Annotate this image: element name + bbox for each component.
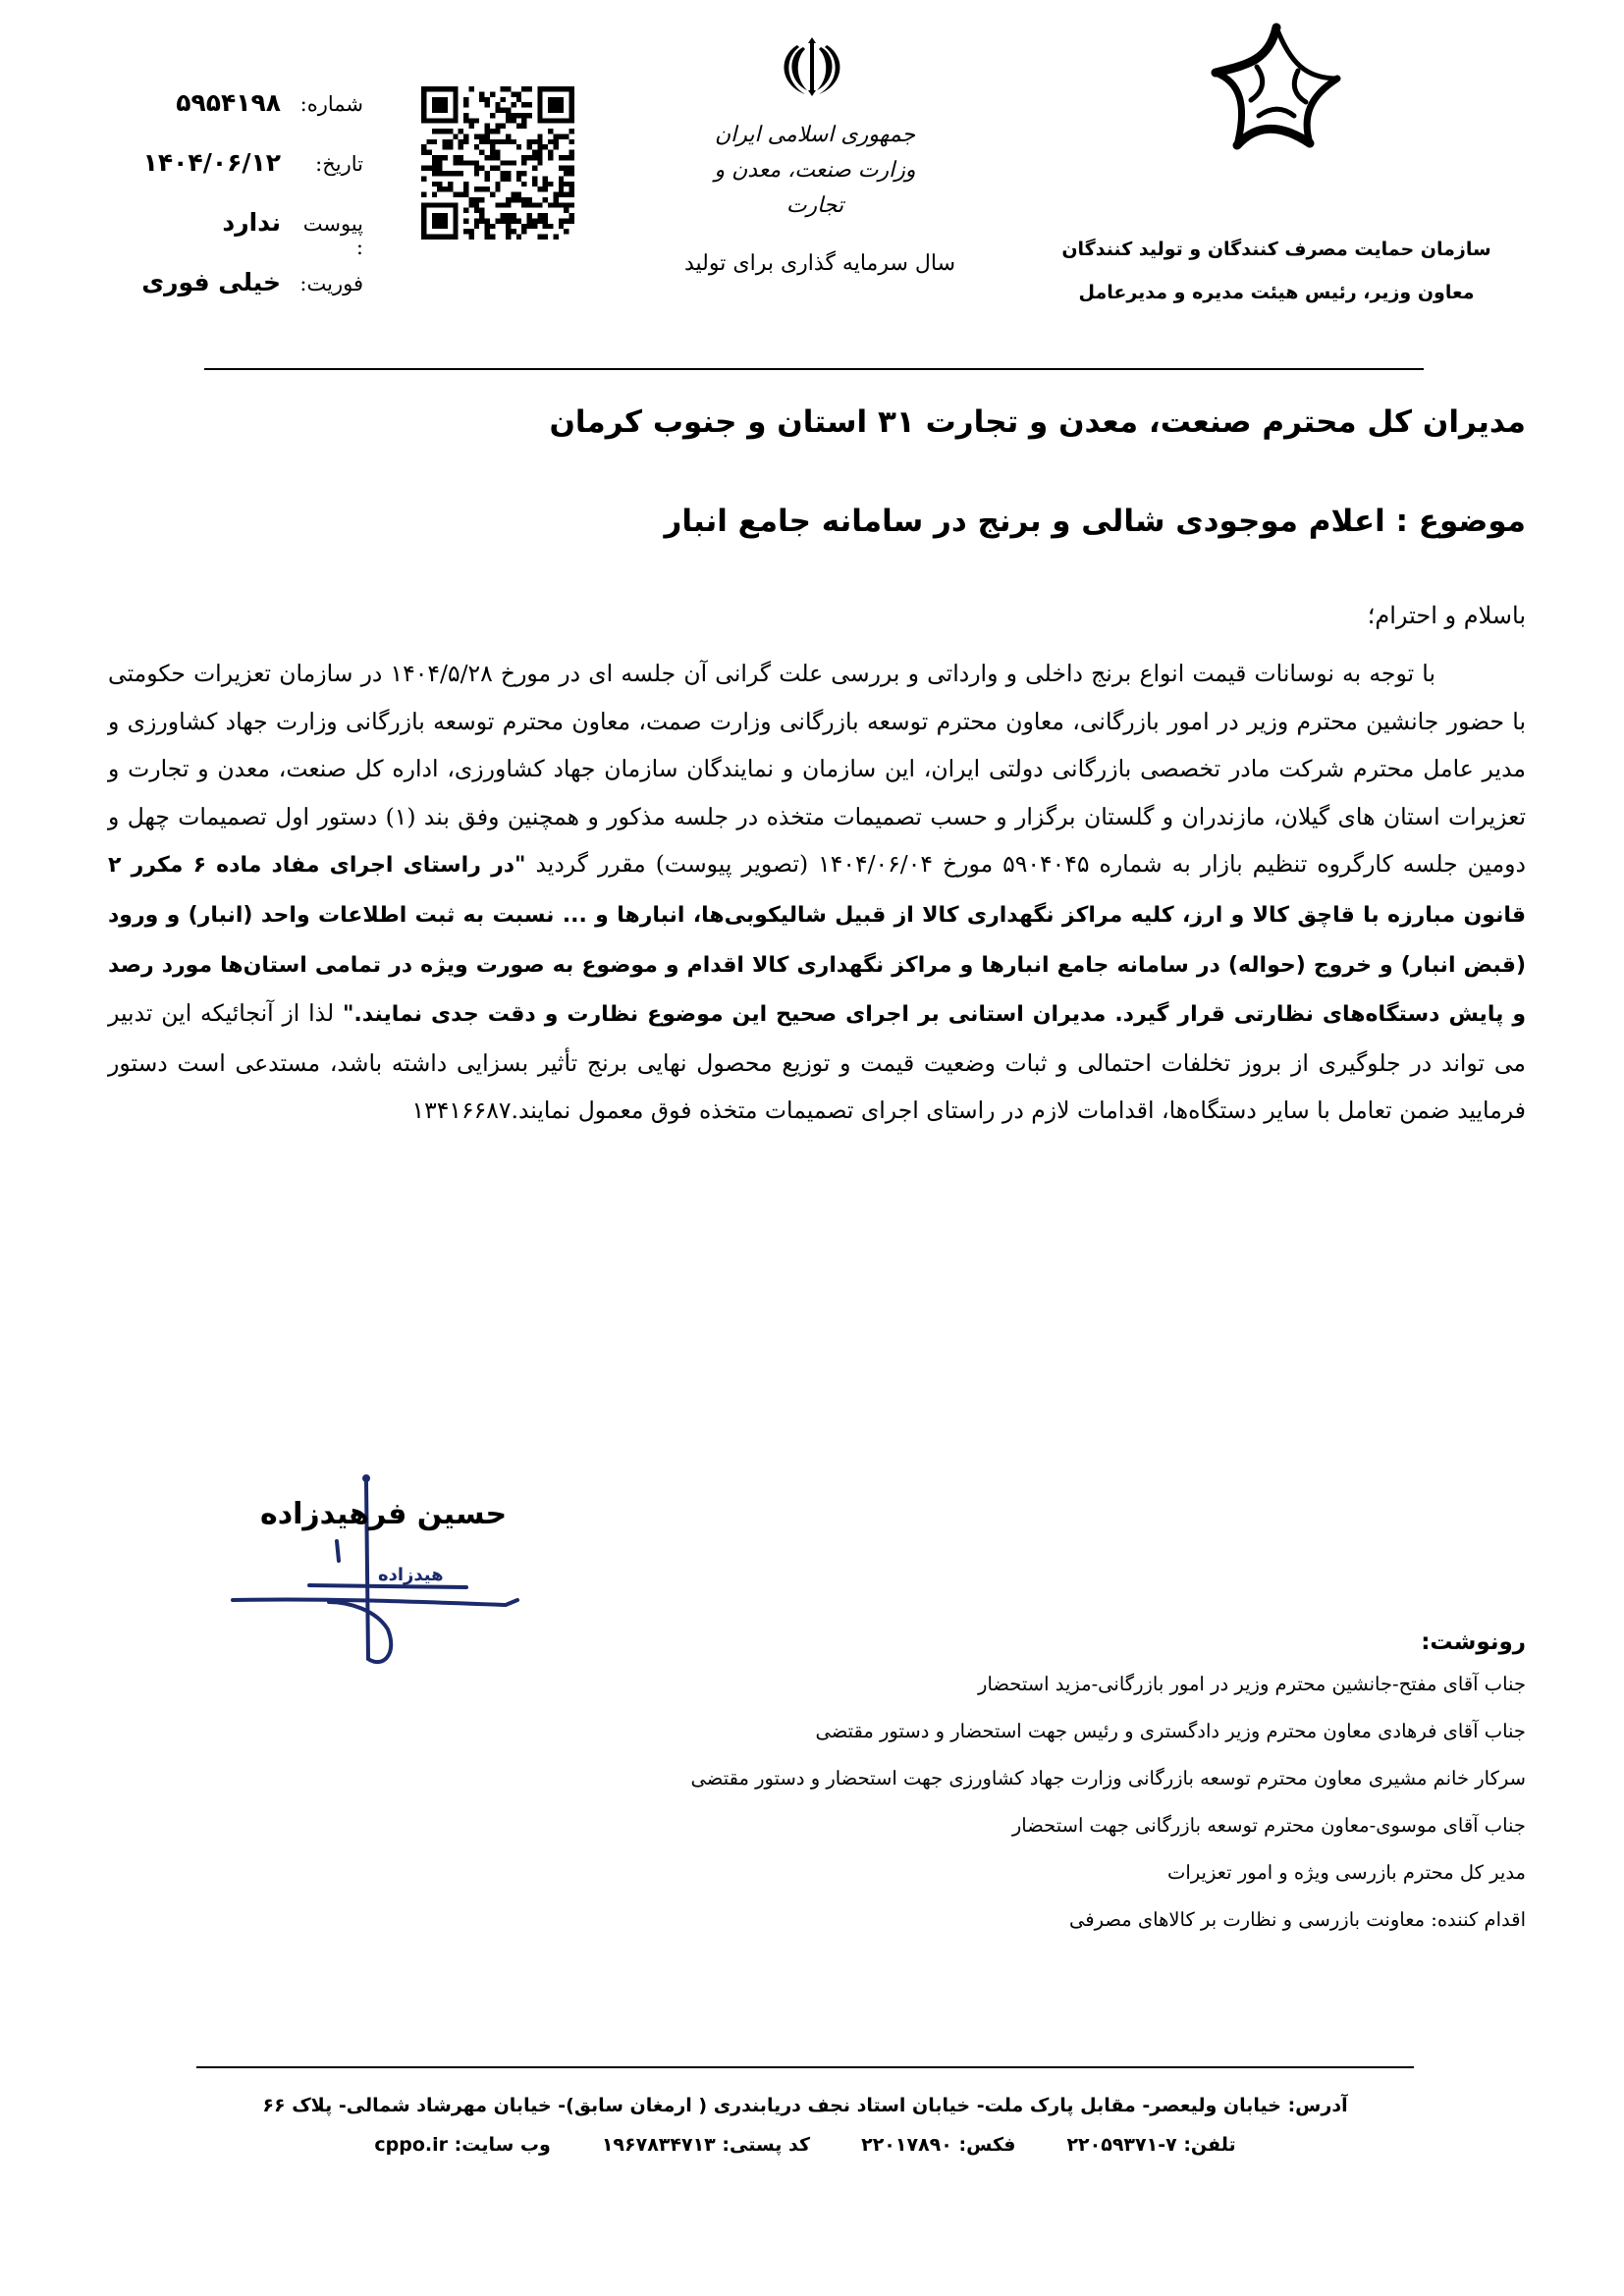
body-resolution-quote: "در راستای اجرای مفاد ماده ۶ مکرر ۲ قانون مبارزه با قاچق کالا و ارز، کلیه مراکز نگهداری کالا از قبیل شالیکوبی‌ها، انبارها و ... نسبت به ثبت اطلاعات واحد (انبار) و ورود (قبض انبار) و خروج (حواله) در سامانه جامع انبارها و مراکز نگهداری کالا اقدام و موضوع به صورت ویژه در تمامی استان‌ها مورد رصد و پایش دستگاه‌های نظارتی قرار گیرد. مدیران استانی بر اجرای صحیح این موضوع نظارت و دقت جدی نمایند." [108, 853, 1527, 1028]
meta-number-value: ۵۹۵۴۱۹۸ [176, 88, 281, 117]
signature-scribble-icon [211, 1453, 545, 1679]
organization-name: سازمان حمایت مصرف کنندگان و تولید کنندگان [1061, 239, 1491, 260]
cc-title: رونوشت: [1421, 1629, 1526, 1655]
signatory-title: معاون وزیر، رئیس هیئت مدیره و مدیرعامل [1078, 282, 1475, 303]
meta-priority-value: خیلی فوری [141, 268, 281, 296]
body-part-2: لذا از آنجائیکه این تدبیر می تواند در جلوگیری از بروز تخلفات احتمالی و ثبات وضعیت قیمت و توزیع محصول نهایی برنج تأثیر بسزایی داشته باشد، مستدعی است دستور فرمایید ضمن تعامل با سایر دستگاه‌ها، اقدامات لازم در راستای اجرای تصمیمات متخذه فوق معمول نمایند.۱۳۴۱۶۶۸۷ [108, 999, 1526, 1125]
footer-divider [196, 2066, 1414, 2068]
ministry-name: وزارت صنعت، معدن و تجارت [714, 158, 916, 218]
cc-item: اقدام کننده: معاونت بازرسی و نظارت بر کالاهای مصرفی [1069, 1908, 1526, 1931]
meta-priority [128, 268, 363, 328]
cc-item: مدیر کل محترم بازرسی ویژه و امور تعزیرات [1167, 1861, 1526, 1884]
iran-emblem-icon [778, 35, 846, 100]
cppo-star-logo-icon [1208, 22, 1345, 159]
footer-fax: فکس: ۲۲۰۱۷۸۹۰ [861, 2134, 1016, 2156]
meta-priority-label: فوریت: [299, 272, 363, 295]
republic-name: جمهوری اسلامی ایران [714, 123, 916, 147]
meta-number [128, 88, 363, 148]
meta-date-label: تاریخ: [315, 152, 363, 176]
meta-number-label: شماره: [299, 92, 363, 116]
qr-code-icon [421, 86, 574, 240]
signature-block [211, 1453, 545, 1679]
footer-address: آدرس: خیابان ولیعصر- مقابل پارک ملت- خیابان استاد نجف دریابندری ( ارمغان سابق)- خیابان مهرشاد شمالی- پلاک ۶۶ [262, 2095, 1348, 2116]
letter-meta [128, 88, 363, 328]
header-divider [204, 368, 1424, 370]
meta-attachment-value: ندارد [222, 208, 281, 237]
body-part-1: با توجه به نوسانات قیمت انواع برنج داخلی و وارداتی و بررسی علت گرانی آن جلسه ای در مورخ ۱۴۰۴/۵/۲۸ در سازمان تعزیرات حکومتی با حضور جانشین محترم وزیر در امور بازرگانی، معاون محترم توسعه بازرگانی وزارت صمت، معاون محترم توسعه بازرگانی وزارت جهاد کشاورزی و مدیر عامل محترم شرکت مادر تخصصی بازرگانی دولتی ایران، این سازمان و نمایندگان سازمان جهاد کشاورزی، اداره کل صنعت، معدن و تجارت و تعزیرات استان های گیلان، مازندران و گلستان برگزار و حسب تصمیمات متخذه در جلسه مذکور و همچنین وفق بند (۱) دستور اول تصمیمات چهل و دومین جلسه کارگروه تنظیم بازار به شماره ۵۹۰۴۰۴۵ مورخ ۱۴۰۴/۰۶/۰۴ (تصویر پیوست) مقرر گردید [108, 660, 1526, 879]
meta-date-value: ۱۴۰۴/۰۶/۱۲ [142, 148, 281, 177]
footer [196, 2086, 1414, 2164]
handwritten-signature: هیدزاده [378, 1565, 444, 1585]
meta-attachment [128, 208, 363, 268]
cc-item: جناب آقای موسوی-معاون محترم توسعه بازرگانی جهت استحضار [1011, 1814, 1526, 1837]
year-slogan: سال سرمایه گذاری برای تولید [683, 251, 956, 276]
letter-subject: موضوع : اعلام موجودی شالی و برنج در سامانه جامع انبار [664, 504, 1526, 539]
organization-title [1041, 228, 1512, 314]
footer-postal-code: کد پستی: ۱۹۶۷۸۳۴۷۱۳ [601, 2134, 811, 2156]
footer-contacts [196, 2125, 1414, 2164]
cc-list [691, 1629, 1526, 1944]
cc-item: جناب آقای فرهادی معاون محترم وزیر دادگستری و رئیس جهت استحضار و دستور مقتضی [815, 1720, 1526, 1742]
letter-body [108, 650, 1526, 1135]
meta-attachment-label: پیوست : [302, 212, 363, 259]
footer-website[interactable]: وب سایت: cppo.ir [374, 2134, 551, 2156]
footer-phone: تلفن: ۷-۲۲۰۵۹۳۷۱ [1066, 2134, 1236, 2156]
greeting: باسلام و احترام؛ [1367, 602, 1526, 629]
cc-item: جناب آقای مفتح-جانشین محترم وزیر در امور بازرگانی-مزید استحضار [978, 1673, 1526, 1695]
signatory-name: حسین فرهیدزاده [260, 1497, 508, 1531]
addressee: مدیران کل محترم صنعت، معدن و تجارت ۳۱ استان و جنوب کرمان [549, 404, 1526, 440]
ministry-title [687, 118, 943, 224]
cc-item: سرکار خانم مشیری معاون محترم توسعه بازرگانی وزارت جهاد کشاورزی جهت استحضار و دستور مقتضی [690, 1767, 1526, 1789]
meta-date [128, 148, 363, 208]
